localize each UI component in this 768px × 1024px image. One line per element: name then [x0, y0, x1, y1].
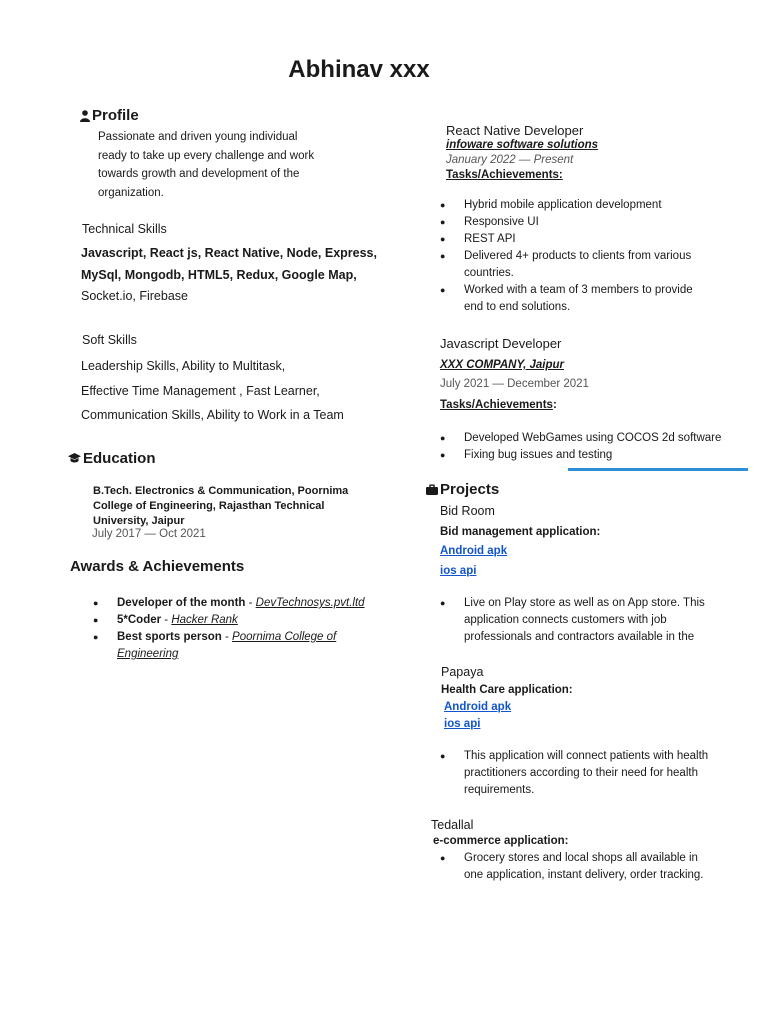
profile-line: ready to take up every challenge and work [98, 149, 315, 162]
job-tasks-label: Tasks/Achievements: [446, 169, 563, 181]
section-divider [568, 468, 748, 471]
graduation-cap-icon [68, 453, 81, 464]
education-heading: Education [68, 450, 156, 467]
list-item: ● Fixing bug issues and testing [440, 447, 740, 464]
user-icon [80, 110, 90, 122]
profile-line: organization. [98, 186, 164, 199]
profile-line: towards growth and development of the [98, 168, 300, 181]
education-line: College of Engineering, Rajasthan Technical [93, 500, 325, 512]
ios-api-link[interactable]: ios api [440, 565, 477, 577]
list-item: ● Hybrid mobile application development [440, 197, 710, 214]
list-item: ● Developed WebGames using COCOS 2d software [440, 430, 740, 447]
project-name: Papaya [441, 665, 484, 679]
profile-line: Passionate and driven young individual [98, 131, 298, 143]
android-apk-link[interactable]: Android apk [440, 545, 508, 557]
android-apk-link[interactable]: Android apk [444, 701, 512, 713]
projects-heading: Projects [426, 481, 499, 498]
profile-heading: Profile [80, 107, 139, 124]
award-org-link-continued[interactable]: Engineering [117, 648, 179, 660]
job-tasks-label: Tasks/Achievements: [440, 399, 557, 411]
soft-skills-heading: Soft Skills [82, 333, 137, 347]
project-bullets [440, 850, 720, 884]
list-item: ● This application will connect patients with health practitioners according to their need for health requirements. [440, 748, 720, 799]
technical-skills-list [81, 243, 381, 308]
list-item: ● Best sports person - Poornima College of Engineering [93, 629, 373, 663]
education-details [93, 484, 373, 529]
education-line: University, Jaipur [93, 515, 185, 527]
list-item: ● Live on Play store as well as on App store. This application connects customers with job professionals and contractors available in the [440, 595, 710, 646]
list-item: ● Delivered 4+ products to clients from various countries. [440, 248, 710, 282]
project-name: Bid Room [440, 504, 495, 518]
project-description: e-commerce application: [433, 835, 569, 847]
project-bullets [440, 748, 720, 799]
list-item: ● 5*Coder - Hacker Rank [93, 612, 373, 629]
project-description: Health Care application: [441, 684, 573, 696]
job-dates: January 2022 — Present [446, 154, 574, 166]
ios-api-link[interactable]: ios api [444, 718, 481, 730]
soft-skills-line: Leadership Skills, Ability to Multitask, [81, 359, 286, 373]
soft-skills-list [81, 354, 381, 428]
technical-skills-line: Socket.io, Firebase [81, 289, 188, 303]
list-item: ● Developer of the month - DevTechnosys.pvt.ltd [93, 595, 373, 612]
soft-skills-line: Communication Skills, Ability to Work in a Team [81, 408, 344, 422]
job-tasks-list [440, 430, 740, 464]
award-org-link[interactable]: DevTechnosys.pvt.ltd [255, 597, 365, 609]
project-name: Tedallal [431, 818, 474, 832]
technical-skills-heading: Technical Skills [82, 222, 167, 236]
list-item: ● Responsive UI [440, 214, 710, 231]
education-line: B.Tech. Electronics & Communication, Poornima [93, 485, 349, 497]
soft-skills-line: Effective Time Management , Fast Learner, [81, 383, 320, 398]
list-item: ● Worked with a team of 3 members to provide end to end solutions. [440, 282, 710, 316]
candidate-name: Abhinav xxx [288, 56, 430, 83]
awards-heading: Awards & Achievements [70, 558, 245, 575]
project-bullets [440, 595, 710, 646]
awards-list [93, 595, 373, 663]
profile-summary [98, 128, 358, 202]
technical-skills-line: Javascript, React js, React Native, Node, Express, [81, 246, 377, 260]
briefcase-icon [426, 484, 438, 495]
education-dates: July 2017 — Oct 2021 [92, 528, 206, 540]
list-item: ● Grocery stores and local shops all available in one application, instant delivery, order tracking. [440, 850, 720, 884]
job-title: Javascript Developer [440, 336, 562, 351]
job-company: infoware software solutions [446, 139, 599, 151]
project-description: Bid management application: [440, 526, 601, 538]
job-company: XXX COMPANY, Jaipur [440, 359, 564, 371]
list-item: ● REST API [440, 231, 710, 248]
job-title: React Native Developer [446, 123, 584, 138]
technical-skills-line: MySql, Mongodb, HTML5, Redux, Google Map, [81, 267, 357, 282]
job-dates: July 2021 — December 2021 [440, 378, 589, 390]
award-org-link[interactable]: Hacker Rank [171, 614, 238, 626]
job-tasks-list [440, 197, 710, 316]
award-org-link[interactable]: Poornima College of [232, 631, 337, 643]
